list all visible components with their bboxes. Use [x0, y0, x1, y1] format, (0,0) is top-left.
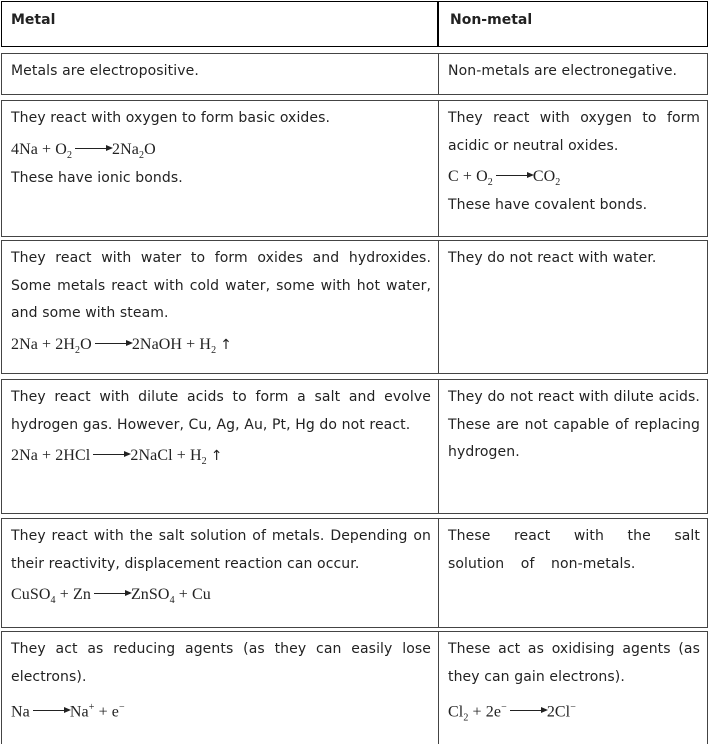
metal-cell	[2, 241, 439, 373]
arrow-icon	[75, 148, 111, 149]
equation: $4Na + O_2$ $2Na_2O$	[11, 140, 156, 161]
equation: Na Na+ + e−	[11, 702, 125, 721]
equation: CuSO$_4$ + Zn ZnSO$_4$ + Cu	[11, 586, 211, 607]
metal-note: These have ionic bonds.	[11, 169, 183, 186]
nonmetal-cell	[439, 54, 707, 94]
metal-cell	[2, 632, 439, 744]
nonmetal-cell	[439, 241, 707, 373]
nonmetal-cell	[439, 101, 707, 236]
arrow-icon	[95, 343, 131, 344]
table-row	[1, 240, 708, 374]
nonmetal-text: They do not react with dilute acids. These are not capable of replacing hydrogen.	[448, 389, 700, 460]
metal-text: They react with water to form oxides and hydroxides. Some metals react with cold water, some with hot water, and some with steam.	[11, 250, 431, 321]
metal-cell	[2, 519, 439, 627]
equation: $Cl_2 + 2e^-$ 2Cl−	[448, 702, 576, 724]
metal-text: They act as reducing agents (as they can easily lose electrons).	[11, 641, 431, 685]
metal-cell	[2, 101, 439, 236]
arrow-icon	[496, 175, 532, 176]
arrow-icon	[33, 710, 69, 711]
arrow-icon	[510, 710, 546, 711]
table-header	[1, 1, 708, 47]
table-row	[1, 518, 708, 628]
header-nonmetal: Non-metal	[450, 12, 533, 28]
equation: 2Na + 2HCl 2NaCl + $H_2$ ↑	[11, 447, 223, 468]
nonmetal-text: They do not react with water.	[448, 250, 657, 266]
metal-text: They react with oxygen to form basic oxides.	[11, 110, 331, 126]
table-row	[1, 53, 708, 95]
nonmetal-cell	[439, 380, 707, 513]
nonmetal-cell	[439, 519, 707, 627]
arrow-icon	[93, 454, 129, 455]
nonmetal-note: These have covalent bonds.	[448, 197, 648, 213]
metal-text: They react with the salt solution of metals. Depending on their reactivity, displacement reaction can occur.	[11, 528, 431, 572]
equation: $C + O_2$ $CO_2$	[448, 168, 561, 189]
metal-text: Metals are electropositive.	[11, 63, 199, 79]
gas-arrow-icon: ↑	[210, 448, 223, 464]
table-row	[1, 631, 708, 744]
gas-arrow-icon: ↑	[220, 336, 233, 353]
nonmetal-cell	[439, 632, 707, 744]
table-row	[1, 379, 708, 514]
metal-cell	[2, 54, 439, 94]
nonmetal-text: They react with oxygen to form acidic or neutral oxides.	[448, 110, 700, 154]
nonmetal-text: Non-metals are electronegative.	[448, 63, 678, 79]
metal-cell	[2, 380, 439, 513]
header-metal: Metal	[2, 2, 439, 46]
nonmetal-text: These react with the salt solution of non-metals.	[448, 528, 700, 572]
nonmetal-text: These act as oxidising agents (as they can gain electrons).	[448, 641, 700, 685]
equation: $2Na + 2H_2O$ 2NaOH + $H_2$ ↑	[11, 335, 233, 356]
table-row	[1, 100, 708, 237]
arrow-icon	[94, 593, 130, 594]
metal-text: They react with dilute acids to form a salt and evolve hydrogen gas. However, Cu, Ag, Au, Pt, Hg do not react.	[11, 389, 431, 433]
